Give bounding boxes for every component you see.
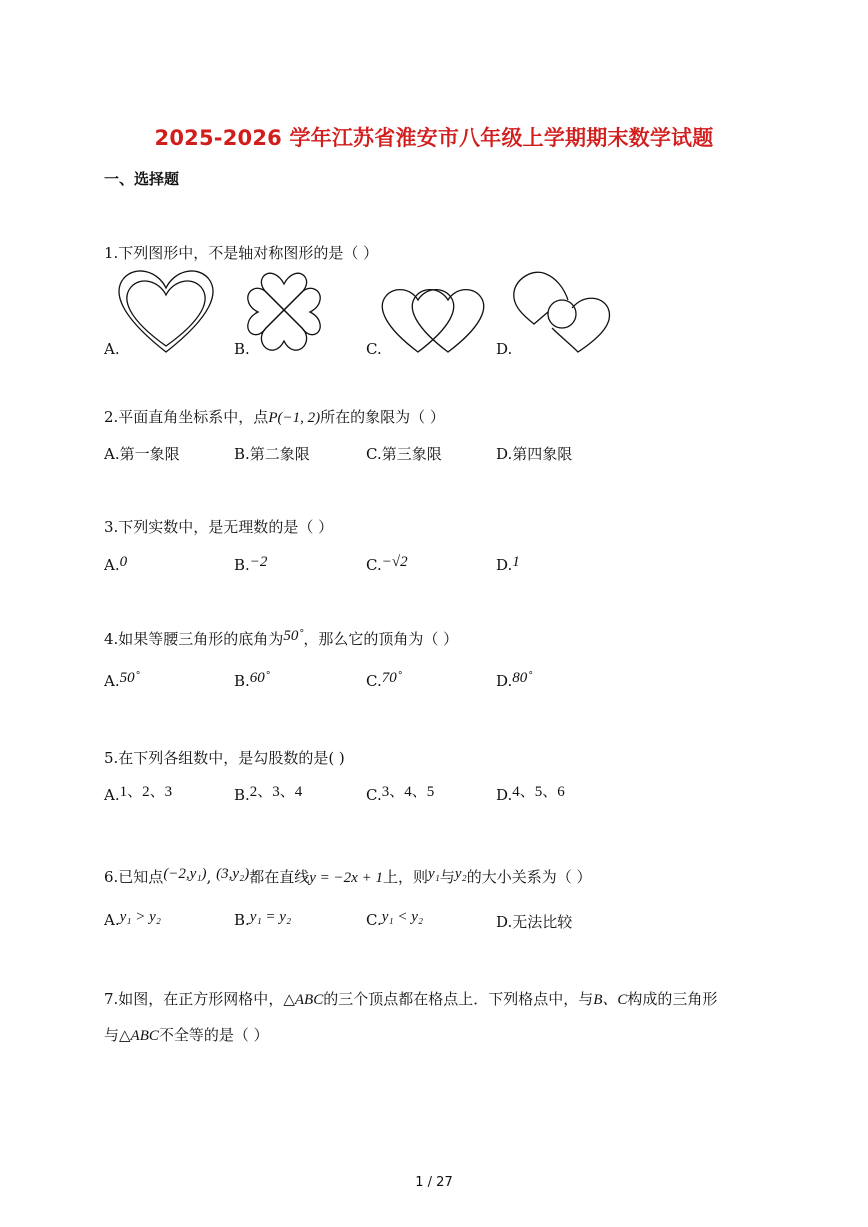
clover-knot-icon [244,270,324,356]
double-heart-icon [116,268,216,356]
question-1-option-c: C. [366,340,382,358]
heart-inner [127,281,205,346]
question-1-option-b: B. [234,340,250,358]
question-4-option-a: A.50˚ [104,670,140,690]
knot-lobe-top [261,273,306,310]
ring [548,300,576,328]
heart-top-arc [546,274,568,300]
question-3-option-d: D.1 [496,554,520,574]
heart-outline [514,272,610,352]
question-1-stem: 1.下列图形中，不是轴对称图形的是（ ） [104,244,379,262]
question-6-option-d: D.无法比较 [496,913,573,931]
question-7-stem-line-1: 7.如图，在正方形网格中，△ABC的三个顶点都在格点上．下列格点中，与B、C构成的三角形 [104,990,718,1008]
question-3-option-a: A.0 [104,554,128,574]
question-3-option-c: C.−√2 [366,554,408,574]
page-number: 1 / 27 [415,1175,453,1190]
question-3-option-b: B.−2 [234,554,268,574]
question-5-option-c: C.3、4、5 [366,784,435,804]
heart-outer [119,271,213,352]
question-2-option-c: C.第三象限 [366,445,442,463]
interlocked-hearts-icon [378,286,488,356]
point-p: P(−1, 2) [268,410,321,426]
question-4-option-c: C.70˚ [366,670,402,690]
question-1-option-a: A. [104,340,120,358]
heart-and-ring-icon [512,272,612,356]
question-2-option-d: D.第四象限 [496,445,573,463]
question-4-stem: 4.如果等腰三角形的底角为50˚，那么它的顶角为（ ） [104,628,459,648]
question-5-option-b: B.2、3、4 [234,784,303,804]
question-2-option-b: B.第二象限 [234,445,310,463]
question-6-option-c: C.y₁ < y₂ [366,909,424,929]
question-4-option-d: D.80˚ [496,670,533,690]
question-6-stem: 6.已知点(−2,y₁), (3,y₂)都在直线y = −2x + 1上，则y₁与y₂的大小关系为（ ） [104,866,592,886]
question-6-option-a: A.y₁ > y₂ [104,909,161,929]
question-7-stem-line-2: 与△ABC不全等的是（ ） [104,1026,269,1044]
question-6-option-b: B.y₁ = y₂ [234,909,292,929]
question-5-option-a: A.1、2、3 [104,784,173,804]
question-4-option-b: B.60˚ [234,670,270,690]
knot-lobe-left [248,288,284,334]
question-3-stem: 3.下列实数中，是无理数的是（ ） [104,518,334,536]
heart-right [412,290,483,352]
knot-lobe-right [284,288,320,334]
question-2-option-a: A.第一象限 [104,445,180,463]
heart-left [382,290,453,352]
knot-lobe-bottom [261,310,306,350]
section-heading: 一、选择题 [104,170,180,188]
question-2-stem: 2.平面直角坐标系中，点P(−1, 2)所在的象限为（ ） [104,408,445,426]
question-5-option-d: D.4、5、6 [496,784,565,804]
page-title: 2025-2026 学年江苏省淮安市八年级上学期期末数学试题 [154,126,714,150]
question-5-stem: 5.在下列各组数中，是勾股数的是( ) [104,749,345,767]
question-1-option-d: D. [496,340,513,358]
